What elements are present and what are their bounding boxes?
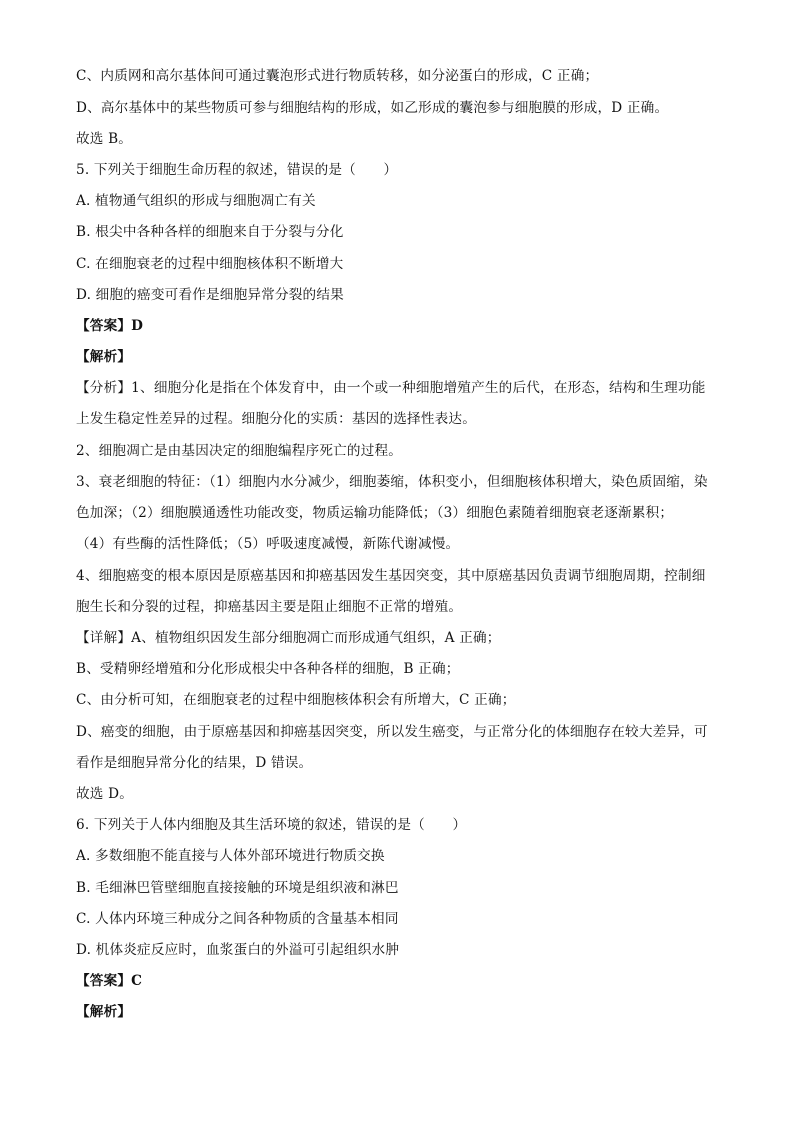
analysis-heading: 【解析】: [76, 349, 132, 365]
option-a: A. 多数细胞不能直接与人体外部环境进行物质交换: [76, 848, 385, 864]
text-line: 胞生长和分裂的过程，抑癌基因主要是阻止细胞不正常的增殖。: [76, 599, 463, 615]
option-b: B. 根尖中各种各样的细胞来自于分裂与分化: [76, 224, 344, 240]
option-c: C. 人体内环境三种成分之间各种物质的含量基本相同: [76, 911, 399, 927]
text-line: 故选 D。: [76, 786, 134, 802]
text-line: 4、细胞癌变的根本原因是原癌基因和抑癌基因发生基因突变，其中原癌基因负责调节细胞周期，控制细: [76, 568, 706, 584]
text-line: 【分析】1、细胞分化是指在个体发育中，由一个或一种细胞增殖产生的后代，在形态，结构和生理功能: [76, 380, 706, 396]
text-line: B、受精卵经增殖和分化形成根尖中各种各样的细胞，B 正确；: [76, 661, 460, 677]
text-line: 色加深；（2）细胞膜通透性功能改变，物质运输功能降低；（3）细胞色素随着细胞衰老逐渐累积；: [76, 505, 674, 521]
option-a: A. 植物通气组织的形成与细胞凋亡有关: [76, 193, 316, 209]
text-line: C、内质网和高尔基体间可通过囊泡形式进行物质转移，如分泌蛋白的形成，C 正确；: [76, 68, 599, 84]
text-line: 上发生稳定性差异的过程。细胞分化的实质：基因的选择性表达。: [76, 411, 477, 427]
text-line: 【详解】A、植物组织因发生部分细胞凋亡而形成通气组织，A 正确；: [76, 630, 501, 646]
answer-label: 【答案】D: [76, 318, 144, 334]
text-line: D、癌变的细胞，由于原癌基因和抑癌基因突变，所以发生癌变，与正常分化的体细胞存在较大差异，可: [76, 724, 708, 740]
answer-label: 【答案】C: [76, 973, 143, 989]
text-line: D、高尔基体中的某些物质可参与细胞结构的形成，如乙形成的囊泡参与细胞膜的形成，D 正确。: [76, 100, 669, 116]
option-c: C. 在细胞衰老的过程中细胞核体积不断增大: [76, 256, 344, 272]
question-5-stem: 5. 下列关于细胞生命历程的叙述，错误的是（ ）: [76, 162, 398, 178]
text-line: 3、衰老细胞的特征：（1）细胞内水分减少，细胞萎缩，体积变小，但细胞核体积增大，染色质固缩，染: [76, 474, 708, 490]
option-b: B. 毛细淋巴管壁细胞直接接触的环境是组织液和淋巴: [76, 880, 399, 896]
text-line: 故选 B。: [76, 131, 133, 147]
option-d: D. 细胞的癌变可看作是细胞异常分裂的结果: [76, 287, 344, 303]
text-line: （4）有些酶的活性降低；（5）呼吸速度减慢，新陈代谢减慢。: [76, 536, 460, 552]
text-line: 2、细胞凋亡是由基因决定的细胞编程序死亡的过程。: [76, 443, 403, 459]
analysis-heading: 【解析】: [76, 1004, 132, 1020]
question-6-stem: 6. 下列关于人体内细胞及其生活环境的叙述，错误的是（ ）: [76, 817, 467, 833]
option-d: D. 机体炎症反应时，血浆蛋白的外溢可引起组织水肿: [76, 942, 400, 958]
text-line: C、由分析可知，在细胞衰老的过程中细胞核体积会有所增大，C 正确；: [76, 692, 516, 708]
text-line: 看作是细胞异常分化的结果，D 错误。: [76, 755, 313, 771]
